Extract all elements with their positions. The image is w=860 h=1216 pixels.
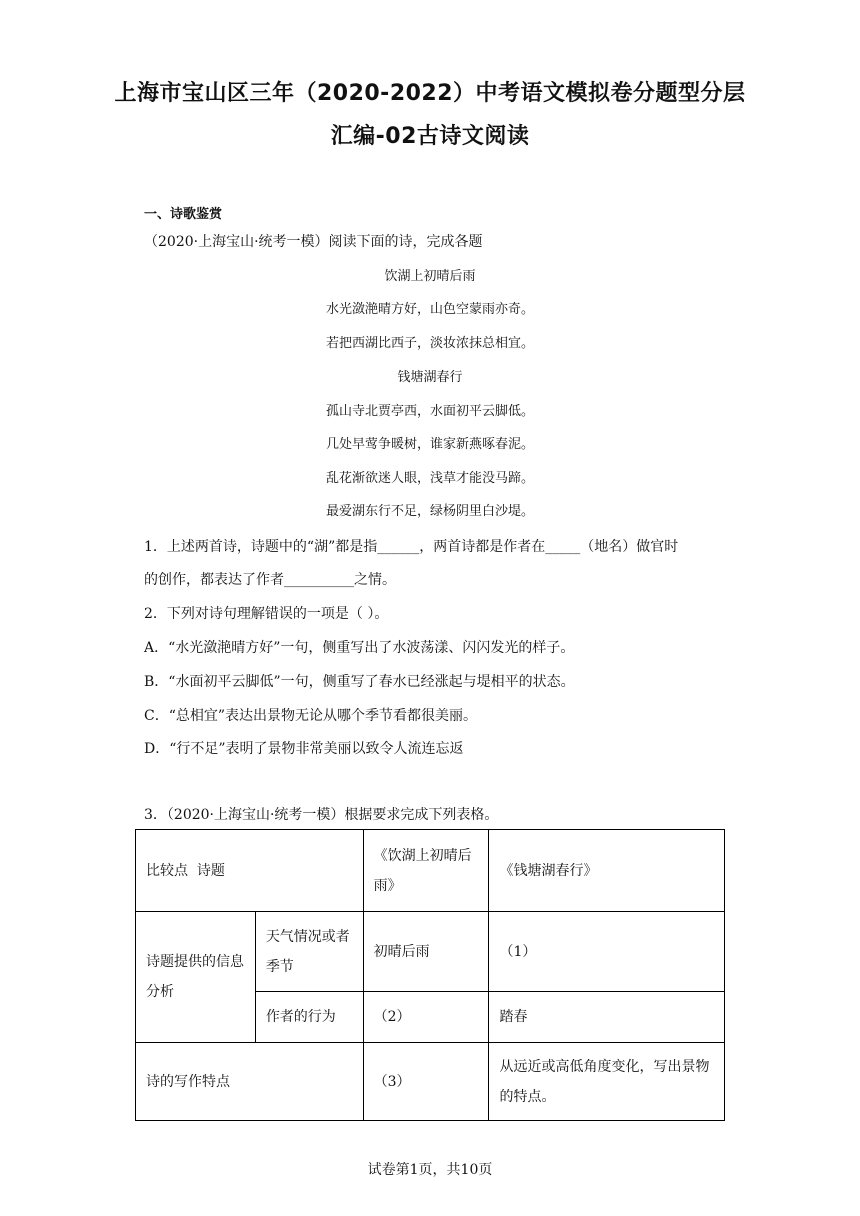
poem-2-line: 孤山寺北贾亭西，水面初平云脚低。 xyxy=(325,404,534,419)
row-label-action: 作者的行为 xyxy=(255,992,363,1043)
poem-1-line: 水光潋滟晴方好，山色空蒙雨亦奇。 xyxy=(325,302,534,317)
table-row xyxy=(136,1043,725,1121)
poem-2-line: 几处早莺争暖树，谁家新燕啄春泥。 xyxy=(325,437,534,452)
question-1-line-2: 的创作，都表达了作者__________之情。 xyxy=(144,572,396,588)
question-2-stem: 2．下列对诗句理解错误的一项是（ ）。 xyxy=(144,606,389,622)
poem-1-title: 饮湖上初晴后雨 xyxy=(384,269,476,284)
question-2-option-a: A．“水光潋滟晴方好”一句，侧重写出了水波荡漾、闪闪发光的样子。 xyxy=(144,640,575,656)
table-row xyxy=(136,912,725,992)
question-3-stem: 3．（2020·上海宝山·统考一模）根据要求完成下列表格。 xyxy=(144,807,499,823)
poem-2-title: 钱塘湖春行 xyxy=(397,370,463,385)
row-label-feature: 诗的写作特点 xyxy=(136,1043,364,1121)
question-2-option-d: D．“行不足”表明了景物非常美丽以致令人流连忘返 xyxy=(144,741,464,757)
cell-action-poem-1: （2） xyxy=(363,992,489,1043)
cell-feature-poem-2: 从远近或高低角度变化，写出景物的特点。 xyxy=(489,1043,725,1121)
cell-feature-poem-1: （3） xyxy=(363,1043,489,1121)
poem-1-line: 若把西湖比西子，淡妆浓抹总相宜。 xyxy=(325,336,534,351)
document-title-line-1: 上海市宝山区三年（2020-2022）中考语文模拟卷分题型分层 xyxy=(114,81,746,106)
page-footer: 试卷第1页，共10页 xyxy=(367,1162,493,1178)
question-2-option-b: B．“水面初平云脚低”一句，侧重写了春水已经涨起与堤相平的状态。 xyxy=(144,674,575,690)
table-header-row xyxy=(136,830,725,912)
cell-weather-poem-2: （1） xyxy=(489,912,725,992)
poem-2-line: 最爱湖东行不足，绿杨阴里白沙堤。 xyxy=(325,504,534,519)
question-2-option-c: C．“总相宜”表达出景物无论从哪个季节看都很美丽。 xyxy=(144,708,478,724)
header-poem-2: 《钱塘湖春行》 xyxy=(489,830,725,912)
comparison-table xyxy=(135,829,725,1121)
cell-action-poem-2: 踏春 xyxy=(489,992,725,1043)
row-label-weather: 天气情况或者季节 xyxy=(255,912,363,992)
header-compare-point: 比较点 诗题 xyxy=(136,830,364,912)
cell-weather-poem-1: 初晴后雨 xyxy=(363,912,489,992)
question-intro: （2020·上海宝山·统考一模）阅读下面的诗，完成各题 xyxy=(144,234,483,250)
question-1-line-1: 1．上述两首诗，诗题中的“湖”都是指______，两首诗都是作者在_____（地名）做官时 xyxy=(144,539,679,555)
document-title-line-2: 汇编-02古诗文阅读 xyxy=(330,124,530,149)
header-poem-1: 《饮湖上初晴后雨》 xyxy=(363,830,489,912)
group-label: 诗题提供的信息分析 xyxy=(136,912,256,1043)
section-heading: 一、诗歌鉴赏 xyxy=(144,207,223,222)
poem-2-line: 乱花渐欲迷人眼，浅草才能没马蹄。 xyxy=(325,471,534,486)
